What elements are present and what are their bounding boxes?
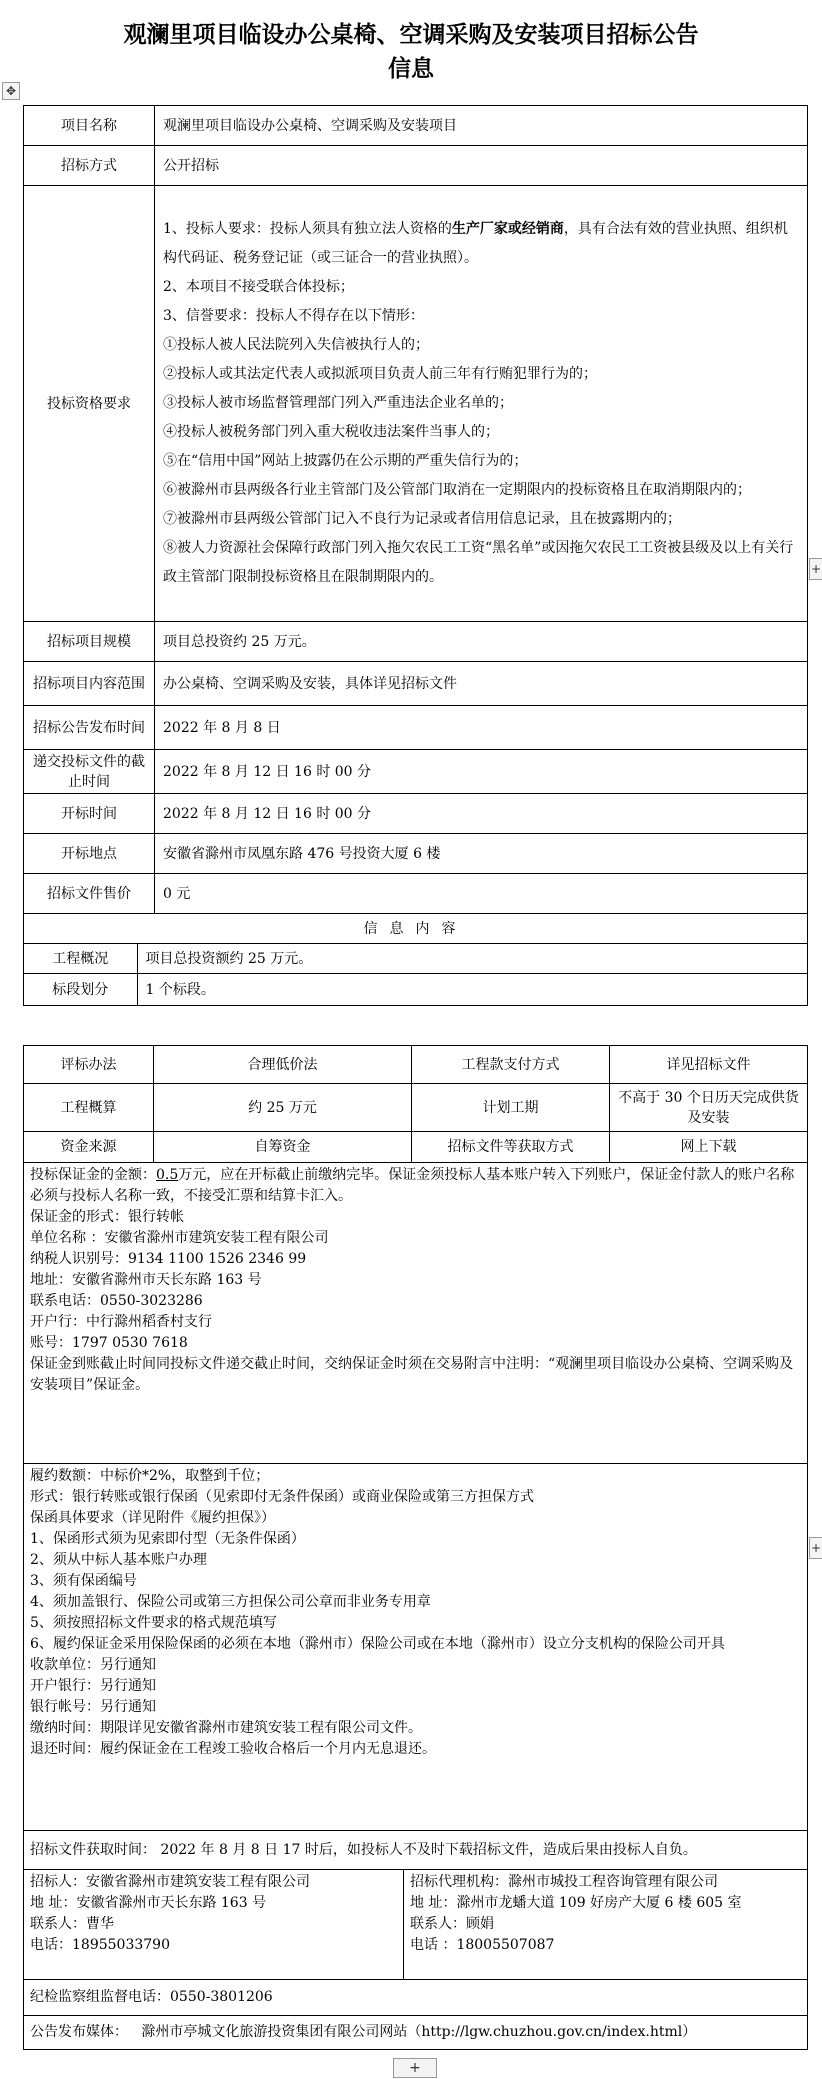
page-title xyxy=(0,18,822,86)
publish-time-value: 2022 年 8 月 8 日 xyxy=(155,706,808,750)
req-line: ⑧被人力资源社会保障行政部门列入拖欠农民工工资“黑名单”或因拖欠农民工工资被县级及以上有关行政主管部门限制投标资格且在限制期限内的。 xyxy=(163,540,794,585)
req-line: ⑦被滁州市县两级公管部门记入不良行为记录或者信用信息记录，且在披露期内的； xyxy=(163,511,681,527)
performance-line: 履约数额：中标价*2%，取整到千位； xyxy=(30,1468,270,1484)
deposit-amount: 0.5 xyxy=(156,1167,179,1183)
table-row xyxy=(24,2016,808,2050)
performance-line: 保函具体要求（详见附件《履约担保》） xyxy=(30,1510,275,1526)
cell-label: 项目名称 xyxy=(24,106,155,146)
req-line: 2、本项目不接受联合体投标； xyxy=(163,279,354,295)
period-value: 不高于 30 个日历天完成供货及安装 xyxy=(610,1084,808,1132)
cell-label: 投标资格要求 xyxy=(24,186,155,622)
deadline-value: 2022 年 8 月 12 日 16 时 00 分 xyxy=(155,750,808,794)
table-row xyxy=(24,186,808,622)
deposit-line: 单位名称 ：安徽省滁州市建筑安装工程有限公司 xyxy=(30,1230,329,1246)
cell-label: 开标地点 xyxy=(24,834,155,874)
add-row-bottom-plus-icon[interactable]: + xyxy=(393,2058,437,2078)
title-line-2: 信息 xyxy=(388,56,434,82)
req-line: 1、投标人要求：投标人须具有独立法人资格的生产厂家或经销商，具有合法有效的营业执照、组织机构代码证、税务登记证（或三证合一的营业执照）。 xyxy=(163,221,788,266)
tenderer-info xyxy=(24,1870,404,1980)
eval-label: 评标办法 xyxy=(24,1046,154,1084)
section-label: 标段划分 xyxy=(24,974,137,1005)
performance-line: 开户银行：另行通知 xyxy=(30,1678,156,1694)
table-row xyxy=(24,1132,808,1163)
table-row xyxy=(24,1046,808,1084)
open-time-value: 2022 年 8 月 12 日 16 时 00 分 xyxy=(155,794,808,834)
info-heading: 信息内容 xyxy=(24,914,808,944)
supervision-phone: 纪检监察组监督电话：0550-3801206 xyxy=(24,1980,808,2016)
table-row xyxy=(24,1084,808,1132)
table-row xyxy=(24,622,808,662)
deposit-line: 地址：安徽省滁州市天长东路 163 号 xyxy=(30,1272,262,1288)
cell-label: 招标文件售价 xyxy=(24,874,155,914)
details-table xyxy=(23,1162,808,2050)
table-row xyxy=(24,944,808,974)
agent-line: 联系人：顾娟 xyxy=(410,1916,494,1932)
scale-value: 项目总投资约 25 万元。 xyxy=(155,622,808,662)
performance-line: 4、须加盖银行、保险公司或第三方担保公司公章而非业务专用章 xyxy=(30,1594,431,1610)
req-line: 3、信誉要求：投标人不得存在以下情形： xyxy=(163,308,424,324)
req-line: ②投标人或其法定代表人或拟派项目负责人前三年有行贿犯罪行为的； xyxy=(163,366,597,382)
performance-line: 6、履约保证金采用保险保函的必须在本地（滁州市）保险公司或在本地（滁州市）设立分支机构的保险公司开具 xyxy=(30,1636,725,1652)
agent-line: 电话 ：18005507087 xyxy=(410,1937,555,1953)
performance-line: 3、须有保函编号 xyxy=(30,1573,137,1589)
cell-label: 招标项目规模 xyxy=(24,622,155,662)
table-row xyxy=(24,146,808,186)
table-row xyxy=(24,914,808,944)
deposit-line: 联系电话：0550-3023286 xyxy=(30,1293,203,1309)
deposit-line: 保证金到账截止时间同投标文件递交截止时间，交纳保证金时须在交易附言中注明：“观澜里项目临设办公桌椅、空调采购及安装项目”保证金。 xyxy=(30,1356,794,1393)
payment-label: 工程款支付方式 xyxy=(412,1046,610,1084)
deposit-line: 账号：1797 0530 7618 xyxy=(30,1335,188,1351)
req-line: ⑤在“信用中国”网站上披露仍在公示期的严重失信行为的； xyxy=(163,453,528,469)
table-row xyxy=(24,834,808,874)
scope-value: 办公桌椅、空调采购及安装，具体详见招标文件 xyxy=(155,662,808,706)
project-name-value: 观澜里项目临设办公桌椅、空调采购及安装项目 xyxy=(155,106,808,146)
publish-media xyxy=(24,2016,808,2050)
eval-value: 合理低价法 xyxy=(154,1046,412,1084)
performance-line: 收款单位：另行通知 xyxy=(30,1657,156,1673)
table-row xyxy=(24,750,808,794)
req-line: ④投标人被税务部门列入重大税收违法案件当事人的； xyxy=(163,424,499,440)
title-line-1: 观澜里项目临设办公桌椅、空调采购及安装项目招标公告 xyxy=(123,22,699,48)
performance-line: 银行帐号：另行通知 xyxy=(30,1699,156,1715)
table-row xyxy=(24,106,808,146)
table-row xyxy=(24,1831,808,1870)
table-row xyxy=(24,1870,808,1980)
cell-label: 递交投标文件的截止时间 xyxy=(24,750,155,794)
media-link[interactable]: 滁州市亭城文化旅游投资集团有限公司网站（http://lgw.chuzhou.gov.cn/index.html） xyxy=(141,2024,697,2040)
budget-label: 工程概算 xyxy=(24,1084,154,1132)
table-row xyxy=(24,1464,808,1831)
add-row-plus-icon[interactable]: + xyxy=(809,558,822,580)
table-row xyxy=(24,974,808,1006)
tenderer-line: 招标人：安徽省滁州市建筑安装工程有限公司 xyxy=(30,1874,310,1890)
performance-line: 退还时间：履约保证金在工程竣工验收合格后一个月内无息退还。 xyxy=(30,1741,436,1757)
qualification-requirements xyxy=(155,186,808,622)
overview-value: 项目总投资额约 25 万元。 xyxy=(145,950,313,967)
fund-value: 自筹资金 xyxy=(154,1132,412,1163)
table-row xyxy=(24,1980,808,2016)
performance-section xyxy=(24,1464,808,1831)
evaluation-grid xyxy=(23,1045,808,1163)
budget-value: 约 25 万元 xyxy=(154,1084,412,1132)
tenderer-line: 电话：18955033790 xyxy=(30,1937,170,1953)
table-row xyxy=(24,874,808,914)
agent-line: 地 址：滁州市龙蟠大道 109 好房产大厦 6 楼 605 室 xyxy=(410,1895,742,1911)
performance-line: 1、保函形式须为见索即付型（无条件保函） xyxy=(30,1531,305,1547)
bid-method-value: 公开招标 xyxy=(155,146,808,186)
deposit-line: 纳税人识别号：9134 1100 1526 2346 99 xyxy=(30,1251,307,1267)
doc-price-value: 0 元 xyxy=(155,874,808,914)
period-label: 计划工期 xyxy=(412,1084,610,1132)
deposit-section xyxy=(24,1163,808,1464)
obtain-label: 招标文件等获取方式 xyxy=(412,1132,610,1163)
add-row-plus-icon[interactable]: + xyxy=(809,1537,822,1559)
performance-line: 缴纳时间：期限详见安徽省滁州市建筑安装工程有限公司文件。 xyxy=(30,1720,422,1736)
payment-value: 详见招标文件 xyxy=(610,1046,808,1084)
req-line: ①投标人被人民法院列入失信被执行人的； xyxy=(163,337,429,353)
req-line: ③投标人被市场监督管理部门列入严重违法企业名单的； xyxy=(163,395,513,411)
announcement-table xyxy=(23,105,808,1006)
table-row xyxy=(24,1163,808,1464)
tenderer-line: 地 址：安徽省滁州市天长东路 163 号 xyxy=(30,1895,267,1911)
open-place-value: 安徽省滁州市凤凰东路 476 号投资大厦 6 楼 xyxy=(155,834,808,874)
tenderer-line: 联系人：曹华 xyxy=(30,1916,114,1932)
obtain-value: 网上下载 xyxy=(610,1132,808,1163)
cell-label: 开标时间 xyxy=(24,794,155,834)
cell-label: 招标公告发布时间 xyxy=(24,706,155,750)
req-line: ⑥被滁州市县两级各行业主管部门及公管部门取消在一定期限内的投标资格且在取消期限内的； xyxy=(163,482,751,498)
agent-line: 招标代理机构：滁州市城投工程咨询管理有限公司 xyxy=(410,1874,718,1890)
table-row xyxy=(24,662,808,706)
deposit-line: 开户行：中行滁州稻香村支行 xyxy=(30,1314,212,1330)
table-row xyxy=(24,794,808,834)
table-move-handle-icon[interactable]: ✥ xyxy=(2,82,20,100)
cell-label: 招标项目内容范围 xyxy=(24,662,155,706)
deposit-amount-line: 投标保证金的金额：0.5万元，应在开标截止前缴纳完毕。保证金须投标人基本账户转入下列账户，保证金付款人的账户名称必须与投标人名称一致，不接受汇票和结算卡汇入。 xyxy=(30,1167,795,1204)
media-label: 公告发布媒体： xyxy=(30,2024,128,2040)
table-row xyxy=(24,706,808,750)
section-value: 1 个标段。 xyxy=(145,981,215,998)
fund-label: 资金来源 xyxy=(24,1132,154,1163)
performance-line: 5、须按照招标文件要求的格式规范填写 xyxy=(30,1615,277,1631)
obtain-time: 招标文件获取时间： 2022 年 8 月 8 日 17 时后，如投标人不及时下载招标文件，造成后果由投标人自负。 xyxy=(24,1831,808,1870)
performance-line: 2、须从中标人基本账户办理 xyxy=(30,1552,207,1568)
cell-label: 招标方式 xyxy=(24,146,155,186)
deposit-line: 保证金的形式：银行转帐 xyxy=(30,1209,184,1225)
performance-line: 形式：银行转账或银行保函（见索即付无条件保函）或商业保险或第三方担保方式 xyxy=(30,1489,534,1505)
agent-info xyxy=(404,1870,808,1980)
overview-label: 工程概况 xyxy=(24,944,137,973)
